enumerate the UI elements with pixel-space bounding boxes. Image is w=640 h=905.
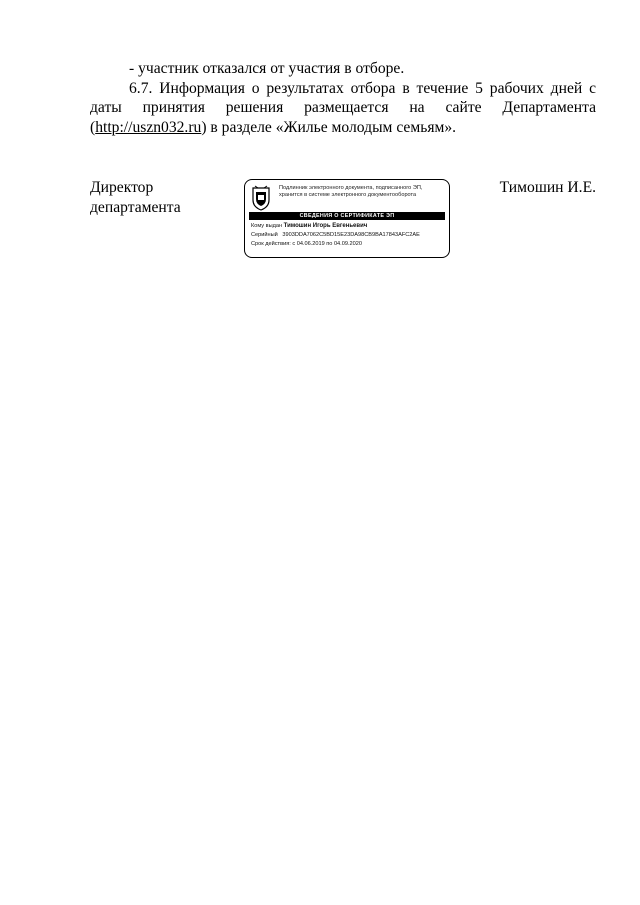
stamp-issued-label: Кому выдан [251,223,283,229]
paragraph-6-7-text: 6.7. Информация о результатах отбора в течение 5 рабочих дней с даты принятия решения размещается на сайте Департамента ( [90,79,596,136]
signer-position-line1: Директор [90,179,154,196]
stamp-serial-row [251,231,447,239]
website-link[interactable]: http://uszn032.ru [95,118,202,136]
stamp-serial-label: Серийный [251,232,278,238]
stamp-issued-row [251,222,447,230]
signer-name: Тимошин И.Е. [499,179,596,196]
stamp-serial-value: 3903DDA7062C5BD15E23DA98CB9BA17843AFC2AE [282,232,420,238]
stamp-header-line1: Подлинник электронного документа, подписанного ЭП, [279,185,423,191]
stamp-issued-to: Тимошин Игорь Евгеньевич [283,223,368,229]
stamp-validity: Срок действия: с 04.06.2019 по 04.09.2020 [251,241,362,247]
stamp-header-line2: хранится в системе электронного документооборота [279,192,417,199]
paragraph-6-7-tail: ) в разделе «Жилье молодым семьям». [201,118,457,136]
signer-position-line2: департамента [90,199,181,216]
stamp-title-bar: СВЕДЕНИЯ О СЕРТИФИКАТЕ ЭП [249,212,445,220]
paragraph-6-7 [90,79,596,138]
electronic-signature-stamp [244,179,450,258]
coat-of-arms-icon [251,185,271,211]
paragraph-participant-refused: - участник отказался от участия в отборе. [129,60,405,77]
body-text [90,59,596,137]
stamp-header [279,185,447,200]
signer-position [90,178,181,218]
